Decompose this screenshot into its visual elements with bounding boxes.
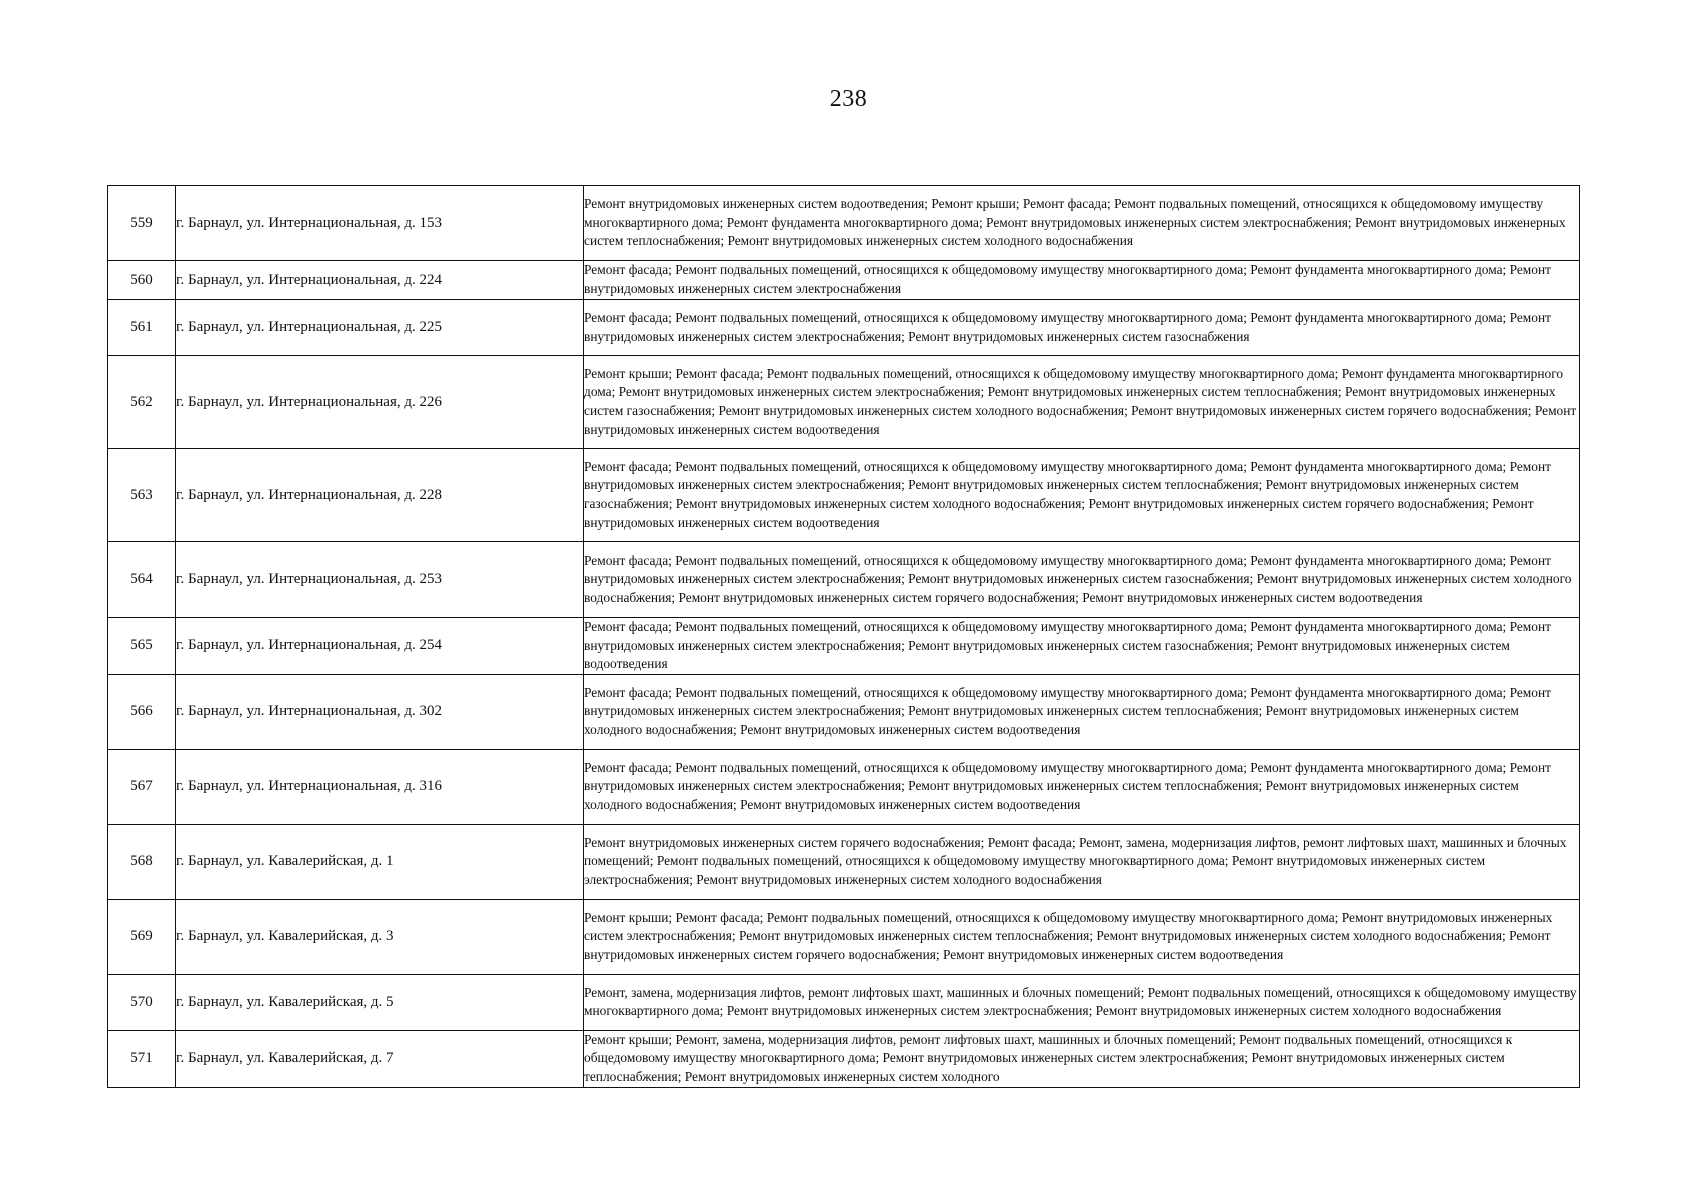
row-address: г. Барнаул, ул. Интернациональная, д. 153 (176, 186, 584, 261)
row-number: 560 (108, 261, 176, 300)
table-row (108, 542, 1580, 618)
row-address: г. Барнаул, ул. Интернациональная, д. 224 (176, 261, 584, 300)
row-number: 562 (108, 356, 176, 449)
row-number: 569 (108, 899, 176, 974)
row-address: г. Барнаул, ул. Интернациональная, д. 316 (176, 749, 584, 824)
row-works: Ремонт внутридомовых инженерных систем горячего водоснабжения; Ремонт фасада; Ремонт, замена, модернизация лифтов, ремонт лифтовых шахт, машинных и блочных помещений; Ремонт подвальных помещений, относящихся к общедомовому имуществу многоквартирного дома; Ремонт внутридомовых инженерных систем электроснабжения; Ремонт внутридомовых инженерных систем холодного водоснабжения (584, 824, 1580, 899)
row-works: Ремонт фасада; Ремонт подвальных помещений, относящихся к общедомовому имуществу многоквартирного дома; Ремонт фундамента многоквартирного дома; Ремонт внутридомовых инженерных систем электроснабжения; Ремонт внутридомовых инженерных систем теплоснабжения; Ремонт внутридомовых инженерных систем холодного водоснабжения; Ремонт внутридомовых инженерных систем водоотведения (584, 674, 1580, 749)
table-row (108, 824, 1580, 899)
row-works: Ремонт фасада; Ремонт подвальных помещений, относящихся к общедомовому имуществу многоквартирного дома; Ремонт фундамента многоквартирного дома; Ремонт внутридомовых инженерных систем электроснабжения; Ремонт внутридомовых инженерных систем газоснабжения (584, 300, 1580, 356)
row-number: 559 (108, 186, 176, 261)
row-number: 564 (108, 542, 176, 618)
table-row (108, 974, 1580, 1030)
row-address: г. Барнаул, ул. Интернациональная, д. 302 (176, 674, 584, 749)
table-row (108, 749, 1580, 824)
table-row (108, 261, 1580, 300)
row-number: 565 (108, 618, 176, 675)
repair-works-table (107, 185, 1580, 1088)
page-number: 238 (829, 86, 868, 112)
row-address: г. Барнаул, ул. Интернациональная, д. 226 (176, 356, 584, 449)
row-number: 567 (108, 749, 176, 824)
row-works: Ремонт, замена, модернизация лифтов, ремонт лифтовых шахт, машинных и блочных помещений; Ремонт подвальных помещений, относящихся к общедомовому имуществу многоквартирного дома; Ремонт внутридомовых инженерных систем электроснабжения; Ремонт внутридомовых инженерных систем холодного водоснабжения (584, 974, 1580, 1030)
table-row (108, 1030, 1580, 1087)
table-row (108, 186, 1580, 261)
row-works: Ремонт фасада; Ремонт подвальных помещений, относящихся к общедомовому имуществу многоквартирного дома; Ремонт фундамента многоквартирного дома; Ремонт внутридомовых инженерных систем электроснабжения; Ремонт внутридомовых инженерных систем теплоснабжения; Ремонт внутридомовых инженерных систем холодного водоснабжения; Ремонт внутридомовых инженерных систем водоотведения (584, 749, 1580, 824)
row-number: 561 (108, 300, 176, 356)
row-address: г. Барнаул, ул. Кавалерийская, д. 5 (176, 974, 584, 1030)
row-works: Ремонт фасада; Ремонт подвальных помещений, относящихся к общедомовому имуществу многоквартирного дома; Ремонт фундамента многоквартирного дома; Ремонт внутридомовых инженерных систем электроснабжения; Ремонт внутридомовых инженерных систем газоснабжения; Ремонт внутридомовых инженерных систем водоотведения (584, 618, 1580, 675)
row-address: г. Барнаул, ул. Интернациональная, д. 254 (176, 618, 584, 675)
row-address: г. Барнаул, ул. Интернациональная, д. 228 (176, 449, 584, 542)
row-number: 568 (108, 824, 176, 899)
row-address: г. Барнаул, ул. Интернациональная, д. 225 (176, 300, 584, 356)
row-works: Ремонт крыши; Ремонт фасада; Ремонт подвальных помещений, относящихся к общедомовому имуществу многоквартирного дома; Ремонт внутридомовых инженерных систем электроснабжения; Ремонт внутридомовых инженерных систем теплоснабжения; Ремонт внутридомовых инженерных систем холодного водоснабжения; Ремонт внутридомовых инженерных систем горячего водоснабжения; Ремонт внутридомовых инженерных систем водоотведения (584, 899, 1580, 974)
row-works: Ремонт фасада; Ремонт подвальных помещений, относящихся к общедомовому имуществу многоквартирного дома; Ремонт фундамента многоквартирного дома; Ремонт внутридомовых инженерных систем электроснабжения; Ремонт внутридомовых инженерных систем теплоснабжения; Ремонт внутридомовых инженерных систем газоснабжения; Ремонт внутридомовых инженерных систем холодного водоснабжения; Ремонт внутридомовых инженерных систем горячего водоснабжения; Ремонт внутридомовых инженерных систем водоотведения (584, 449, 1580, 542)
row-address: г. Барнаул, ул. Кавалерийская, д. 3 (176, 899, 584, 974)
row-number: 566 (108, 674, 176, 749)
row-works: Ремонт фасада; Ремонт подвальных помещений, относящихся к общедомовому имуществу многоквартирного дома; Ремонт фундамента многоквартирного дома; Ремонт внутридомовых инженерных систем электроснабжения; Ремонт внутридомовых инженерных систем газоснабжения; Ремонт внутридомовых инженерных систем холодного водоснабжения; Ремонт внутридомовых инженерных систем горячего водоснабжения; Ремонт внутридомовых инженерных систем водоотведения (584, 542, 1580, 618)
row-works: Ремонт внутридомовых инженерных систем водоотведения; Ремонт крыши; Ремонт фасада; Ремонт подвальных помещений, относящихся к общедомовому имуществу многоквартирного дома; Ремонт фундамента многоквартирного дома; Ремонт внутридомовых инженерных систем электроснабжения; Ремонт внутридомовых инженерных систем теплоснабжения; Ремонт внутридомовых инженерных систем холодного водоснабжения (584, 186, 1580, 261)
row-works: Ремонт фасада; Ремонт подвальных помещений, относящихся к общедомовому имуществу многоквартирного дома; Ремонт фундамента многоквартирного дома; Ремонт внутридомовых инженерных систем электроснабжения (584, 261, 1580, 300)
table-row (108, 356, 1580, 449)
table-row (108, 300, 1580, 356)
row-address: г. Барнаул, ул. Кавалерийская, д. 1 (176, 824, 584, 899)
table-row (108, 899, 1580, 974)
row-number: 563 (108, 449, 176, 542)
row-address: г. Барнаул, ул. Интернациональная, д. 253 (176, 542, 584, 618)
row-works: Ремонт крыши; Ремонт фасада; Ремонт подвальных помещений, относящихся к общедомовому имуществу многоквартирного дома; Ремонт фундамента многоквартирного дома; Ремонт внутридомовых инженерных систем электроснабжения; Ремонт внутридомовых инженерных систем теплоснабжения; Ремонт внутридомовых инженерных систем газоснабжения; Ремонт внутридомовых инженерных систем холодного водоснабжения; Ремонт внутридомовых инженерных систем горячего водоснабжения; Ремонт внутридомовых инженерных систем водоотведения (584, 356, 1580, 449)
table-row (108, 449, 1580, 542)
table-row (108, 618, 1580, 675)
row-number: 571 (108, 1030, 176, 1087)
table-row (108, 674, 1580, 749)
row-works: Ремонт крыши; Ремонт, замена, модернизация лифтов, ремонт лифтовых шахт, машинных и блочных помещений; Ремонт подвальных помещений, относящихся к общедомовому имуществу многоквартирного дома; Ремонт внутридомовых инженерных систем электроснабжения; Ремонт внутридомовых инженерных систем теплоснабжения; Ремонт внутридомовых инженерных систем холодного (584, 1030, 1580, 1087)
row-number: 570 (108, 974, 176, 1030)
row-address: г. Барнаул, ул. Кавалерийская, д. 7 (176, 1030, 584, 1087)
